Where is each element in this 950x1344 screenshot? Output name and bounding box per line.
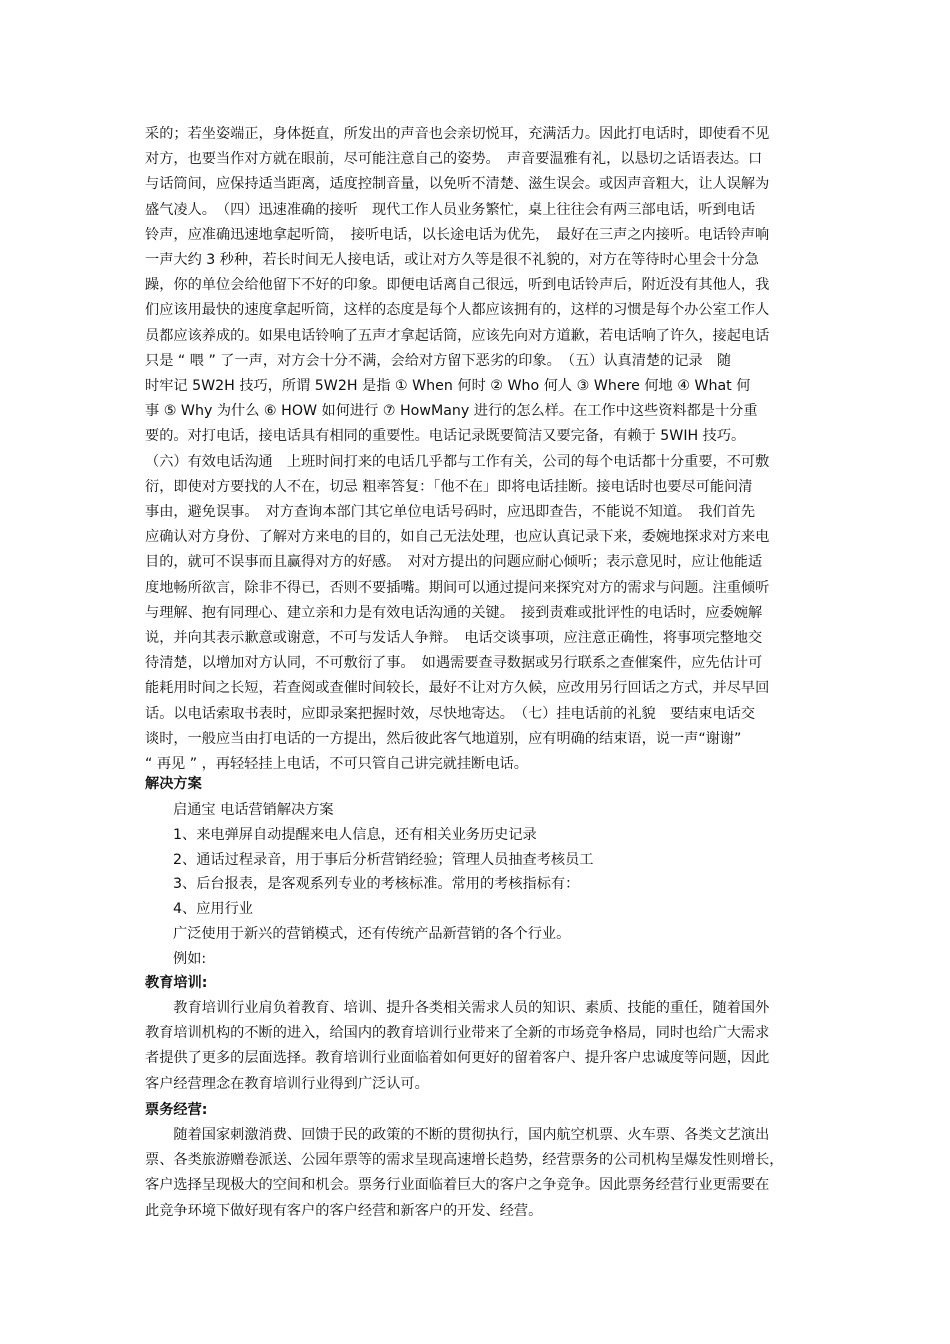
text-line: 事由，避免误事。 对方查询本部门其它单位电话号码时，应迅即查告，不能说不知道。 我们首先 <box>145 504 756 520</box>
text-line: 随着国家刺激消费、回馈于民的政策的不断的贯彻执行，国内航空机票、火车票、各类文艺演出 <box>145 1127 770 1143</box>
text-line: （六）有效电话沟通 上班时间打来的电话几乎都与工作有关，公司的每个电话都十分重要，不可敷 <box>145 453 770 470</box>
text-line: 们应该用最快的速度拿起听筒，这样的态度是每个人都应该拥有的，这样的习惯是每个办公室工作人 <box>145 302 770 319</box>
text-line: 铃声，应准确迅速地拿起听筒， 接听电话，以长途电话为优先， 最好在三声之内接听。电话铃声响 <box>145 226 770 243</box>
text-line: 衍，即使对方要找的人不在，切忌 粗率答复：「他不在」即将电话挂断。接电话时也要尽可能问清 <box>145 478 753 495</box>
text-line: 应确认对方身份、了解对方来电的目的，如自己无法处理，也应认真记录下来，委婉地探求对方来电 <box>145 529 770 546</box>
text-line: 与理解、抱有同理心、建立亲和力是有效电话沟通的关键。 接到责难或批评性的电话时，应委婉解 <box>145 604 763 621</box>
text-line: 者提供了更多的层面选择。教育培训行业面临着如何更好的留着客户、提升客户忠诚度等问题，因此 <box>145 1050 770 1067</box>
text-line: 事 ⑤ Why 为什么 ⑥ HOW 如何进行 ⑦ HowMany 进行的怎么样。在工作中这些资料都是十分重 <box>145 403 758 420</box>
text-line: 票、各类旅游赠卷派送、公园年票等的需求呈现高速增长趋势，经营票务的公司机构呈爆发性则增长， <box>145 1152 784 1169</box>
text-line: 1、来电弹屏自动提醒来电人信息，还有相关业务历史记录 <box>173 826 537 843</box>
text-line: 谈时，一般应当由打电话的一方提出，然后彼此客气地道别，应有明确的结束语，说一声“谢谢” <box>145 730 742 747</box>
text-line: 能耗用时间之长短，若查阅或查催时间较长，最好不让对方久候，应改用另行回话之方式，并尽早回 <box>145 680 770 697</box>
text-line: 3、后台报表，是客观系列专业的考核标准。常用的考核指标有： <box>173 876 580 893</box>
text-line: 教育培训行业肩负着教育、培训、提升各类相关需求人员的知识、素质、技能的重任，随着国外 <box>145 1000 770 1016</box>
text-line: 此竞争环境下做好现有客户的客户经营和新客户的开发、经营。 <box>145 1202 543 1219</box>
text-line: 时牢记 5W2H 技巧，所谓 5W2H 是指 ① When 何时 ② Who 何人 ③ Where 何地 ④ What 何 <box>145 378 751 394</box>
text-line: 盛气凌人。 （四）迅速准确的接听 现代工作人员业务繁忙，桌上往往会有两三部电话，听到电话 <box>145 201 756 218</box>
text-line: 要的。对打电话，接电话具有相同的重要性。电话记录既要简洁又要完备，有赖于 5WIH 技巧。 <box>145 428 746 445</box>
text-line: 只是 “ 喂 ” 了一声，对方会十分不满，会给对方留下恶劣的印象。 （五）认真清楚的记录 随 <box>145 352 732 369</box>
text-line: 躁，你的单位会给他留下不好的印象。即便电话离自己很远，听到电话铃声后，附近没有其他人，我 <box>145 277 770 294</box>
text-line: 2、通话过程录音，用于事后分析营销经验；管理人员抽查考核员工 <box>173 851 594 868</box>
text-line: 例如: <box>173 950 207 967</box>
text-line: 教育培训机构的不断的进入，给国内的教育培训行业带来了全新的市场竞争格局，同时也给广大需求 <box>145 1025 770 1042</box>
text-line: 目的，就可不误事而且赢得对方的好感。 对对方提出的问题应耐心倾听；表示意见时，应让他能适 <box>145 554 763 571</box>
text-line: 客户经营理念在教育培训行业得到广泛认可。 <box>145 1075 429 1092</box>
text-line: 客户选择呈现极大的空间和机会。票务行业面临着巨大的客户之争竞争。因此票务经营行业更需要在 <box>145 1177 770 1194</box>
text-line: 员都应该养成的。如果电话铃响了五声才拿起话筒，应该先向对方道歉，若电话响了许久，接起电话 <box>145 327 770 344</box>
text-line: “ 再见 ” ，再轻轻挂上电话，不可只管自己讲完就挂断电话。 <box>145 756 528 772</box>
text-line: 广泛使用于新兴的营销模式，还有传统产品新营销的各个行业。 <box>173 926 571 942</box>
edu-heading: 教育培训: <box>145 975 208 991</box>
text-line: 4、应用行业 <box>173 901 253 918</box>
text-line: 与话筒间，应保持适当距离，适度控制音量，以免听不清楚、滋生误会。或因声音粗大，让人误解为 <box>145 176 770 193</box>
ticket-heading: 票务经营: <box>145 1102 208 1118</box>
text-line: 说，并向其表示歉意或谢意，不可与发话人争辩。 电话交谈事项，应注意正确性，将事项完整地交 <box>145 630 763 646</box>
text-line: 一声大约 3 秒种，若长时间无人接电话，或让对方久等是很不礼貌的，对方在等待时心里会十分急 <box>145 252 759 268</box>
text-line: 待清楚，以增加对方认同，不可敷衍了事。 如遇需要查寻数据或另行联系之查催案件，应先估计可 <box>145 655 763 672</box>
text-line: 度地畅所欲言，除非不得已，否则不要插嘴。期间可以通过提问来探究对方的需求与问题。注重倾听 <box>145 579 770 596</box>
text-line: 采的；若坐姿端正，身体挺直，所发出的声音也会亲切悦耳，充满活力。因此打电话时，即使看不见 <box>145 126 770 142</box>
solution-heading: 解决方案 <box>145 776 202 792</box>
text-line: 话。以电话索取书表时，应即录案把握时效，尽快地寄达。 （七）挂电话前的礼貌 要结束电话交 <box>145 705 756 722</box>
text-line: 启通宝 电话营销解决方案 <box>173 802 334 818</box>
text-line: 对方，也要当作对方就在眼前，尽可能注意自己的姿势。 声音要温雅有礼，以恳切之话语表达。口 <box>145 151 763 168</box>
